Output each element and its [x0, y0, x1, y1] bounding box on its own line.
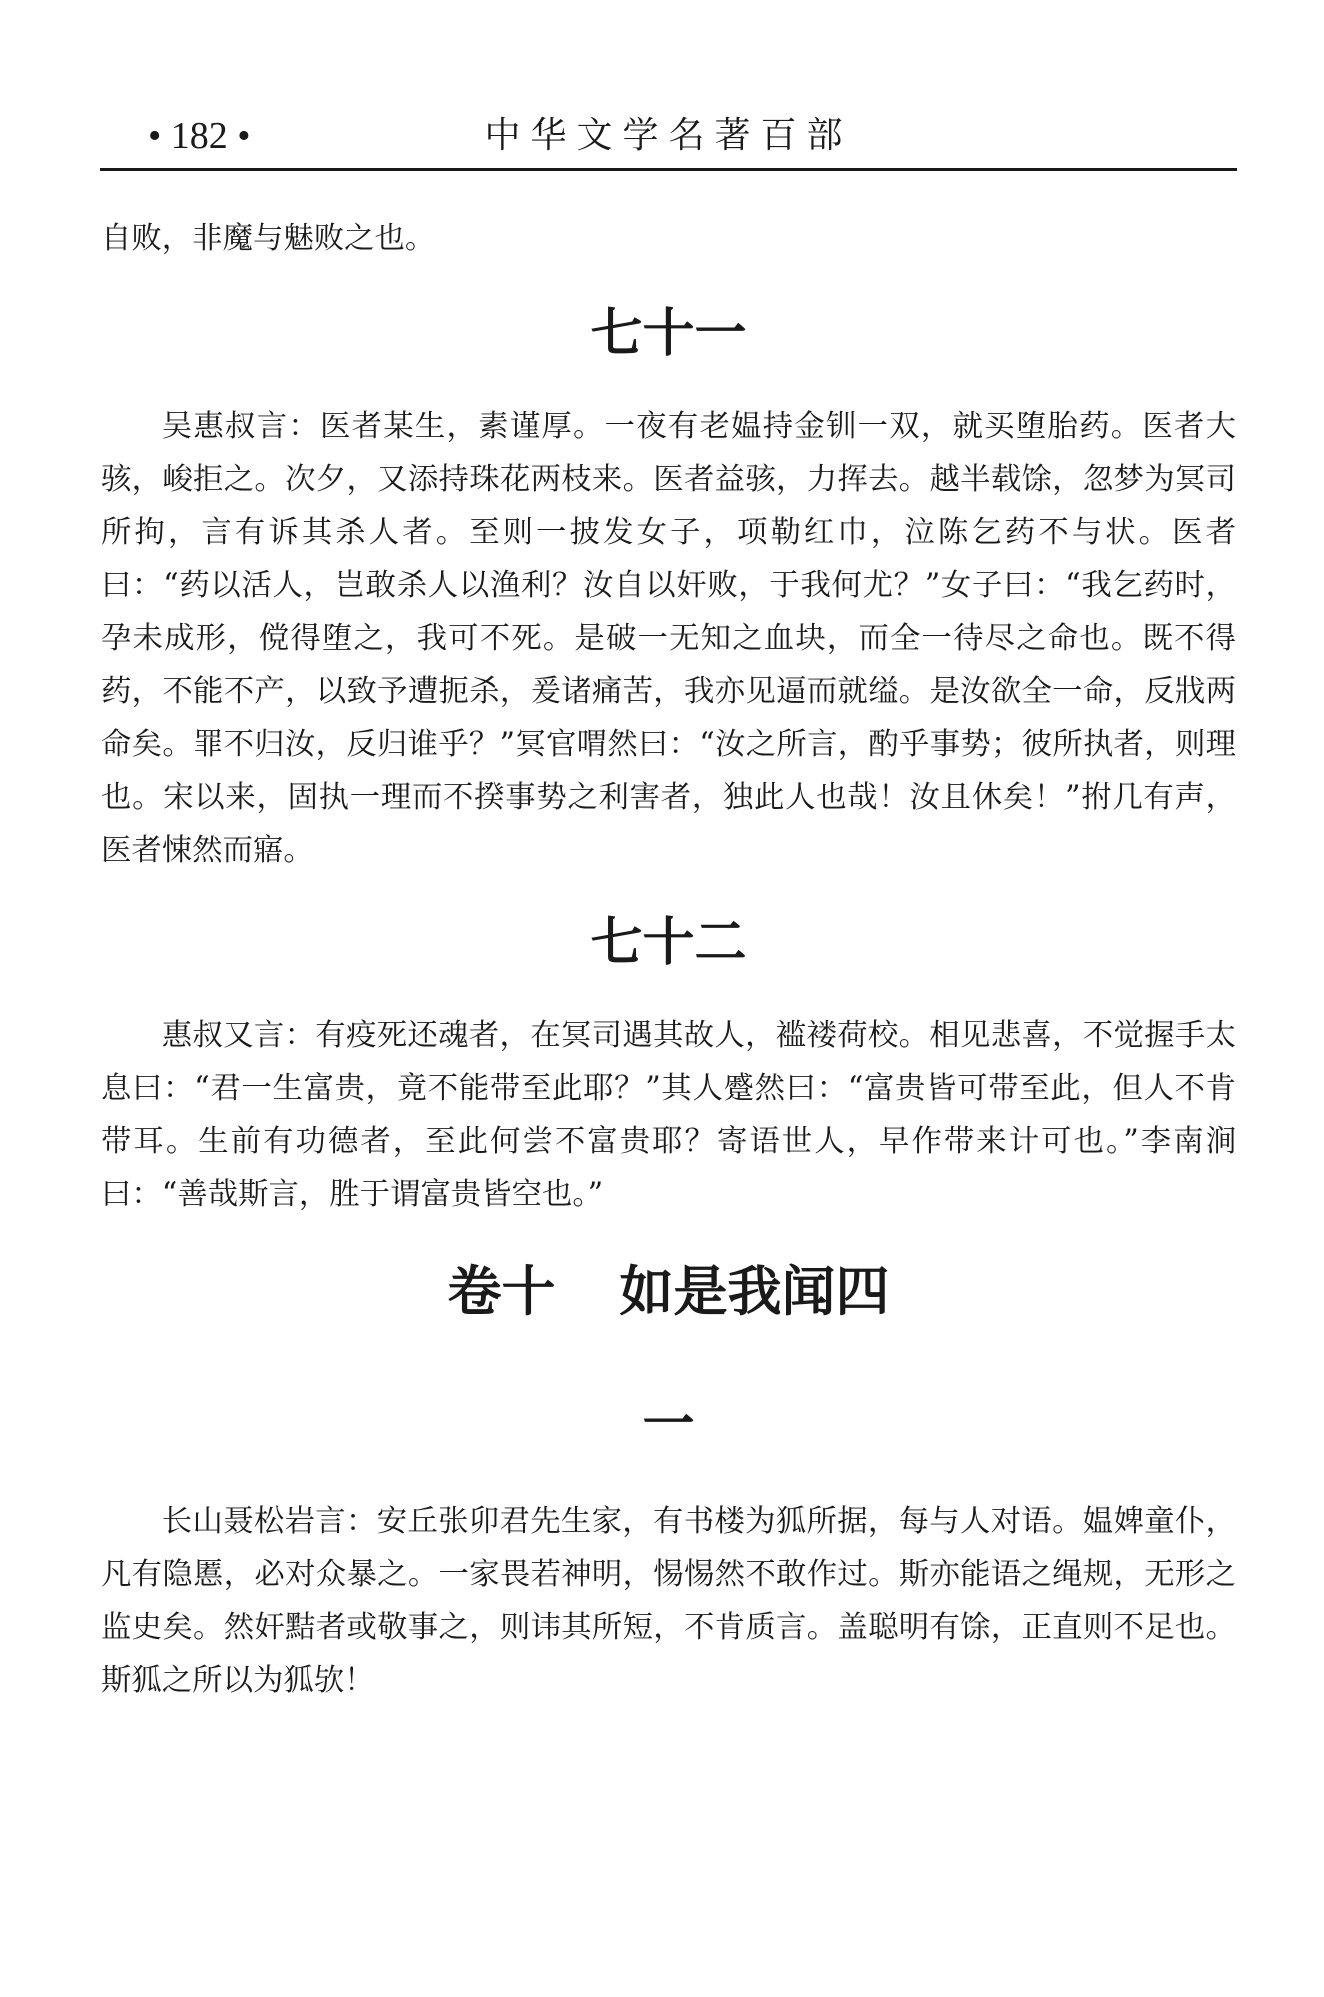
chapter-name: 如是我闻四: [619, 1260, 890, 1323]
header-rule: [100, 168, 1237, 171]
page-body: [101, 212, 1236, 1707]
section-1-paragraph: 长山聂松岩言：安丘张卯君先生家，有书楼为狐所据，每与人对语。媪婢童仆，凡有隐慝，必对众暴之。一家畏若神明，惕惕然不敢作过。斯亦能语之绳规，无形之监史矣。然奸黠者或敬事之，则讳其所短，不肯质言。盖聪明有馀，正直则不足也。斯狐之所以为狐欤！: [101, 1504, 1236, 1698]
chapter-title: [101, 1259, 1236, 1325]
section-71-paragraph: 吴惠叔言：医者某生，素谨厚。一夜有老媪持金钏一双，就买堕胎药。医者大骇，峻拒之。次夕，又添持珠花两枝来。医者益骇，力挥去。越半载馀，忽梦为冥司所拘，言有诉其杀人者。至则一披发女子，项勒红巾，泣陈乞药不与状。医者曰：“药以活人，岂敢杀人以渔利？汝自以奸败，于我何尤？”女子曰：“我乞药时，孕未成形，傥得堕之，我可不死。是破一无知之血块，而全一待尽之命也。既不得药，不能不产，以致予遭扼杀，爰诸痛苦，我亦见逼而就缢。是汝欲全一命，反戕两命矣。罪不归汝，反归谁乎？”冥官喟然曰：“汝之所言，酌乎事势；彼所执者，则理也。宋以来，固执一理而不揆事势之利害者，独此人也哉！汝且休矣！”拊几有声，医者悚然而寤。: [101, 409, 1236, 868]
chapter-volume: 卷十: [447, 1260, 556, 1323]
section-heading-1: 一: [642, 1395, 695, 1455]
section-heading-71: 七十一: [590, 304, 747, 364]
section-heading-72: 七十二: [590, 913, 747, 973]
book-title: 中华文学名著百部: [484, 115, 853, 156]
page-number: • 182 •: [148, 115, 251, 157]
carryover-paragraph: 自败，非魔与魅败之也。: [101, 221, 436, 256]
page-header: [100, 108, 1237, 164]
section-72-paragraph: 惠叔又言：有疫死还魂者，在冥司遇其故人，褴褛荷校。相见悲喜，不觉握手太息曰：“君一生富贵，竟不能带至此耶？”其人蹙然曰：“富贵皆可带至此，但人不肯带耳。生前有功德者，至此何尝不富贵耶？寄语世人，早作带来计可也。”李南涧曰：“善哉斯言，胜于谓富贵皆空也。”: [101, 1018, 1236, 1212]
